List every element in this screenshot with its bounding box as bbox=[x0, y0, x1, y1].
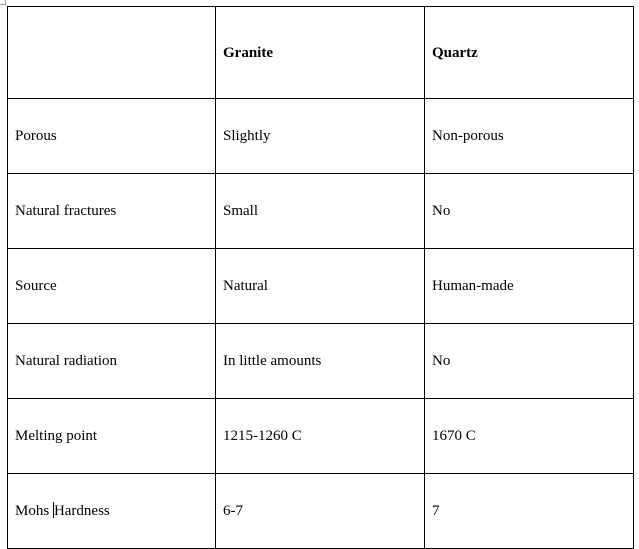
header-cell-empty[interactable] bbox=[8, 7, 216, 99]
table-row bbox=[8, 399, 634, 474]
table-row bbox=[8, 99, 634, 174]
property-cell[interactable]: Natural radiation bbox=[8, 324, 216, 399]
table-row bbox=[8, 474, 634, 549]
granite-cell[interactable]: Slightly bbox=[216, 99, 425, 174]
property-text-before-cursor: Mohs bbox=[15, 503, 53, 519]
granite-cell[interactable]: 6-7 bbox=[216, 474, 425, 549]
property-text-after-cursor: Hardness bbox=[53, 503, 110, 519]
table-row bbox=[8, 249, 634, 324]
table-header-row bbox=[8, 7, 634, 99]
quartz-cell[interactable]: Non-porous bbox=[425, 99, 634, 174]
granite-cell[interactable]: Natural bbox=[216, 249, 425, 324]
property-cell[interactable]: Porous bbox=[8, 99, 216, 174]
table-row bbox=[8, 324, 634, 399]
header-cell-granite[interactable]: Granite bbox=[216, 7, 425, 99]
quartz-cell[interactable]: No bbox=[425, 174, 634, 249]
header-cell-quartz[interactable]: Quartz bbox=[425, 7, 634, 99]
quartz-cell[interactable]: No bbox=[425, 324, 634, 399]
quartz-cell[interactable]: 1670 C bbox=[425, 399, 634, 474]
comparison-table bbox=[7, 6, 634, 549]
granite-cell[interactable]: Small bbox=[216, 174, 425, 249]
property-cell[interactable]: Natural fractures bbox=[8, 174, 216, 249]
property-cell[interactable]: Source bbox=[8, 249, 216, 324]
page-corner-mark bbox=[0, 0, 6, 5]
property-cell-with-cursor[interactable] bbox=[8, 474, 216, 549]
table-row bbox=[8, 174, 634, 249]
quartz-cell[interactable]: 7 bbox=[425, 474, 634, 549]
property-cell[interactable]: Melting point bbox=[8, 399, 216, 474]
quartz-cell[interactable]: Human-made bbox=[425, 249, 634, 324]
granite-cell[interactable]: 1215-1260 C bbox=[216, 399, 425, 474]
granite-cell[interactable]: In little amounts bbox=[216, 324, 425, 399]
